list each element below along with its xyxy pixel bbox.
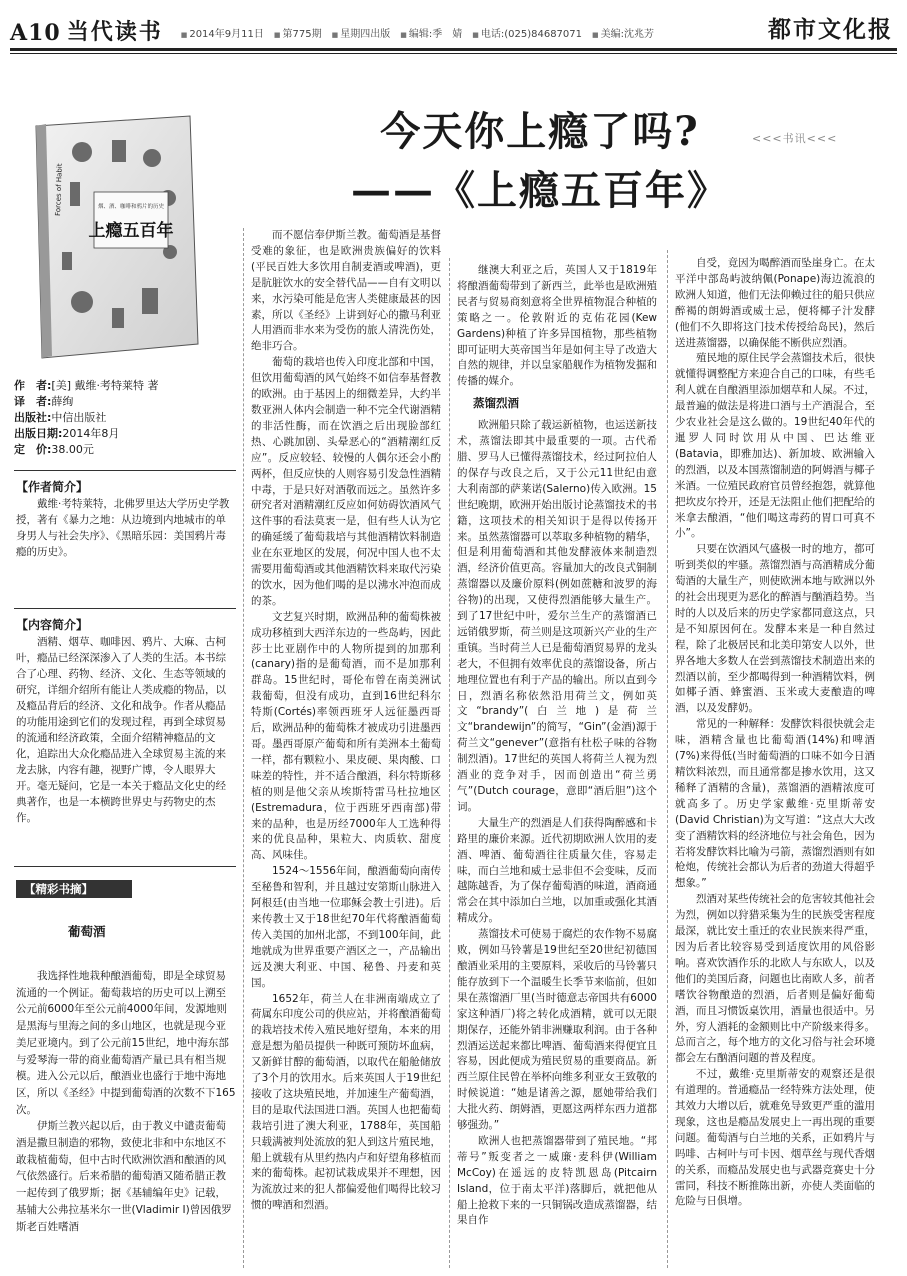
- body-column-1: [251, 228, 441, 1214]
- excerpt-text: [16, 968, 236, 1235]
- column-tag: <<<书讯<<<: [752, 132, 838, 145]
- paragraph: 蒸馏技术可使易于腐烂的农作物不易腐败，例如马铃薯是19世纪至20世纪初德国酿酒业采用的主要原料，采收后的马铃薯只能存放到下一个温暖生长季节来临前，但如果在蒸馏酒厂里(当时德意志帝国共有6000家这种酒厂)将之转化成酒精，就可以无限期保存，还能外销非洲赚取利润。由于各种烈酒运送起来都比啤酒、葡萄酒来得便宜且容易，因此便成为殖民贸易的重要商品。新西兰原住民曾在举杯向维多利亚女王致敬的时候说道：“她是诸善之源，愿她带给我们大批火药、朗姆酒，更愿这两样东西力道都够强劲。”: [457, 928, 657, 1132]
- issue-weekday: ■ 星期四出版: [332, 25, 391, 40]
- paragraph: 殖民地的原住民学会蒸馏技术后，很快就懂得调整配方来迎合自己的口味，有些毛利人就在自酿酒里添加烟草和人屎。不过，最普遍的做法是将进口酒与土产酒混合，至少农业社会是这么做的。19世纪40年代的暹罗人同时饮用从中国、巴达维亚(Batavia，即雅加达)、新加坡、欧洲输入的烈酒，以及本国蒸馏制造的阿姆酒与椰子米酒。一位殖民政府官员曾经抱怨，就算他把坎皮尔拎开，还是无法阻止他们把配给的米拿去酿酒，“他们喝这毒药的胃口可真不小”。: [675, 352, 875, 540]
- phone-number: ■ 电话:(025)84687071: [472, 25, 582, 40]
- paragraph: 1652年，荷兰人在非洲南端成立了荷属东印度公司的供应站，并将酿酒葡萄的栽培技术传入殖民地好望角，本来的用意是想为船员提供一种既可预防坏血病，又新鲜甘醇的葡萄酒，以取代在船舱储放了3个月的饮用水。后来英国人于19世纪接收了这块殖民地，并加速生产葡萄酒，目的是取代法国进口酒。英国人也把葡萄栽培引进了澳大利亚，1788年，英国船只载满被判处流放的犯人到这片殖民地，船上就载有从里约热内卢和好望角移植而来的葡萄株。起初试栽成果并不理想，因为流放过来的犯人都偏爱他们喝得比较习惯的啤酒和烈酒。: [251, 992, 441, 1212]
- excerpt-label: 【精彩书摘】: [16, 880, 132, 898]
- paragraph: 欧洲船只除了载运新植物，也运送新技术，蒸馏法即其中最重要的一项。古代希腊、罗马人已懂得蒸馏技术，经过阿拉伯人的保存与改良之后，又于公元11世纪由意大利南部的萨莱诺(Salerno)传入欧洲。15世纪晚期，欧洲开始出版讨论蒸馏技术的书籍，这项技术的相关知识于是得以传扬开来。虽然蒸馏器可以萃取多种植物的精华，但是利用葡萄酒和其他发酵液体来制造烈酒，经济价值更高。容量加大的改良式铜制蒸馏器以及廉价原料(例如蔗糖和波罗的海谷物)的出现，又使得烈酒能够大量生产。到了17世纪中叶，爱尔兰生产的蒸馏酒已远销俄罗斯，荷兰则是这项新兴产业的生产重镇。当时荷兰人已是葡萄酒贸易界的龙头老大，不但拥有效率优良的蒸馏设备，所占地理位置也有利于产品的输出。所以直到今日，烈酒名称依然沿用荷兰文，例如英文“brandy”(白兰地)是荷兰文“brandewijn”的简写，“Gin”(金酒)源于荷兰文“genever”(意指有杜松子味的谷物制烈酒)。17世纪的英国人将荷兰人视为烈酒业的竞争对手，因而创造出“荷兰勇气”(Dutch courage，意即“酒后胆”)这个词。: [457, 419, 657, 813]
- header-rule-thin: [10, 53, 897, 54]
- content-intro-text: 酒精、烟草、咖啡因、鸦片、大麻、古柯叶，瘾品已经深深渗入了人类的生活。本书综合了心理、药物、经济、文化、生态等领域的研究，详细介绍所有能让人类成瘾的物品，以及瘾品背后的经济、文化和战争。作者从瘾品的功能用途到它们的发现过程，再到全球贸易的流通和经济政策，全面介绍精神瘾品的文化，追踪出大众化瘾品进入全球贸易主流的来龙去脉，内容有趣，视野广博，令人眼界大开。毫无疑问，它是一本关于瘾品文化史的经典著作，也是一本横跨世界史与药物史的杰作。: [16, 636, 226, 824]
- column-divider: [243, 228, 244, 1268]
- info-author: 作 者:[美] 戴维·考特莱特 著: [14, 379, 159, 392]
- paragraph: 自受，竟因为喝醉酒而坠崖身亡。在太平洋中部岛屿波纳佩(Ponape)海边流浪的欧洲人知道，他们无法仰赖过往的船只供应醉褐的朗姆酒或威士忌，便将椰子汁发酵(他们不久即将这门技术传授给岛民)，然后送进蒸馏器，以确保能不断供应烈酒。: [675, 257, 875, 349]
- headline-line-2: ——《上瘾五百年》: [351, 167, 729, 214]
- issue-meta: [181, 25, 654, 40]
- paragraph: 葡萄的栽培也传入印度北部和中国，但饮用葡萄酒的风气始终不如信奉基督教的欧洲。由于基因上的细微差异，大约半数亚洲人体内会制造一种不完全代谢酒精的非活性酶，而在饮酒之后出现脸部红热、心跳加剧、头晕恶心的“酒精潮红反应”。反应较轻、较慢的人偶尔还会小酌两杯，但反应快的人则容易引发急性酒精中毒，于是只好对酒敬而远之。虽然许多研究者对酒精潮红反应如何妨碍饮酒风气这件事的看法莫衷一是，但有些人认为它的确延缓了葡萄栽培与其他酒精饮料制造业在东亚地区的发展，何况中国人也不太需要用葡萄酒或其他酒精饮料来取代污染的饮水，因为他们喝的是以沸水冲泡而成的茶。: [251, 356, 441, 607]
- book-info: [14, 378, 236, 458]
- paragraph: 常见的一种解释：发酵饮料很快就会走味，酒精含量也比葡萄酒(14%)和啤酒(7%)来得低(当时葡萄酒的口味不如今日酒精饮料浓烈，而且通常都是掺水饮用，这又稀释了酒精的含量)，蒸馏酒的酒精浓度可就高多了。历史学家戴维·克里斯蒂安(David Christian)为文写道：“这点大大改变了酒精饮料的经济地位与社会角色，因为若将发酵饮料比喻为弓箭，蒸馏烈酒则有如枪炮，传统社会都认为后者的劲道大得超乎想象。”: [675, 718, 875, 890]
- excerpt-subhead: 葡萄酒: [68, 924, 106, 939]
- book-cover-image: [22, 112, 202, 362]
- paragraph: 1524～1556年间，酿酒葡萄向南传至秘鲁和智利，并且越过安第斯山脉进入阿根廷(由当地一位耶稣会教士引进)。后来传教士又于18世纪70年代将酿酒葡萄传入美国的加州北部，不到100年间，此地就成为世界重要产酒区之一，产品输出远及澳大利亚、中国、秘鲁、丹麦和英国。: [251, 865, 441, 989]
- info-translator: 译 者:薛绚: [14, 395, 74, 408]
- cover-series: Forces of Habit: [54, 163, 64, 217]
- paragraph: 欧洲人也把蒸馏器带到了殖民地。“邦蒂号”叛变者之一威廉·麦科伊(William McCoy)在遥远的皮特凯恩岛(Pitcairn Island，位于南太平洋)落脚后，就把他从船上抢救下来的一只铜锅改造成蒸馏器，结果自作: [457, 1134, 657, 1227]
- author-intro-text: 戴维·考特莱特，北佛罗里达大学历史学教授，著有《暴力之地：从边境到内地城市的单身男人与社会失序》、《黑暗乐园：美国鸦片毒瘾的历史》。: [16, 498, 230, 558]
- header-rule: [10, 48, 897, 51]
- editor-credit: ■ 编辑:季 婧: [400, 25, 462, 40]
- paragraph: 伊斯兰教兴起以后，由于教义中谴责葡萄酒是撒旦制造的邪物，致使北非和中东地区不敢栽植葡萄，但中古时代欧洲饮酒和酿酒的风气依然盛行。后来希腊的葡萄酒又随希腊正教一起传到了俄罗斯；据《基辅编年史》记载，基辅大公弗拉基米尔一世(Vladimir I)曾因俄罗斯老百姓嗜酒: [16, 1120, 232, 1233]
- paragraph: 只要在饮酒风气盛极一时的地方，都可听到类似的牢骚。蒸馏烈酒与高酒精成分葡萄酒的大量生产，则使欧洲本地与欧洲以外的社会出现更为恶化的醉酒与酗酒趋势。当时的人以及后来的历史学家都同意这点，只是不知原因何在。发酵本来是一种自然过程，除了北极居民和北美印第安人以外，世界各地大多数人在尝到蒸馏技术制造出来的烈酒以前，至少都喝得到一种酒精饮料，例如椰子酒、蜂蜜酒、玉米或大麦酿造的啤酒，以及发酵奶。: [675, 543, 875, 715]
- author-intro-heading: 【作者简介】: [16, 480, 89, 494]
- cover-title: 上瘾五百年: [88, 221, 174, 241]
- paragraph: 不过，戴维·克里斯蒂安的观察还是很有道理的。普通瘾品一经特殊方法处理，使其效力大增以后，就难免导致更严重的滥用现象，这也是瘾品发展史上一再出现的重要问题。葡萄酒与白兰地的关系，正如鸦片与吗啡、古柯叶与可卡因、烟草丝与现代香烟的关系，而瘾品发展史也与武器竞赛史十分雷同，科技不断推陈出新，亦使人类面临的危险与日俱增。: [675, 1068, 875, 1208]
- info-pubdate: 出版日期:2014年8月: [14, 427, 120, 440]
- cover-subtitle: 烟、酒、咖啡和鸦片的历史: [97, 204, 165, 210]
- masthead: [10, 8, 897, 46]
- divider: [14, 608, 236, 609]
- paragraph: 大量生产的烈酒是人们获得陶醉感和卡路里的廉价来源。近代初期欧洲人饮用的麦酒、啤酒、葡萄酒往往质量欠佳，容易走味，而白兰地和威士忌非但不会变味，反而越陈越香，为了保存葡萄酒的味道，酒商通常会在其中添加白兰地，以加重或强化其酒精成分。: [457, 816, 657, 925]
- content-intro-heading: 【内容简介】: [16, 618, 89, 632]
- paragraph: 烈酒对某些传统社会的危害较其他社会为烈，例如以狩猎采集为生的民族受害程度最深，就比安土重迁的农业民族来得严重，因为后者比较容易受到适度饮用的风俗影响。喜欢饮酒作乐的北欧人与东欧人，以及他们的美国后裔，问题也比南欧人多，前者嗜饮谷物酿造的烈酒，后者则是偏好葡萄酒，而且习惯饭桌饮用，酒量也很适中。另外，穷人酒耗的金额则比中产阶级来得多。总而言之，每个地方的文化习俗与社会环境都会左右酗酒问题的普及程度。: [675, 893, 875, 1065]
- headline-line-1: 今天你上瘾了吗?: [380, 108, 700, 155]
- page-code: A10: [10, 20, 61, 46]
- column-divider: [449, 258, 450, 1268]
- section-name: 当代读书: [66, 19, 163, 45]
- paragraph: 而不愿信奉伊斯兰教。葡萄酒是基督受难的象征，也是欧洲贵族偏好的饮料(平民百姓大多饮用自制麦酒或啤酒)，更是肮脏饮水的安全替代品——自有文明以来，水污染可能是危害人类健康最甚的因素，所以《圣经》上讲到好心的撒马利亚人用酒而非水来为受伤的旅人清洗伤处，绝非巧合。: [251, 229, 441, 353]
- info-price: 定 价:38.00元: [14, 443, 94, 456]
- divider: [14, 866, 236, 867]
- paragraph: 继澳大利亚之后，英国人又于1819年将酿酒葡萄带到了新西兰，此举也是欧洲殖民者与贸易商刻意将全世界植物混合种植的策略之一。伦敦附近的克佑花园(Kew Gardens)种植了许多异国植物，那些植物即可证明大英帝国当年是如何主导了改造大自然的规律，并以皇家船舰作为植物发掘和传播的媒介。: [457, 264, 657, 388]
- headline: [330, 100, 750, 216]
- issue-date: ■ 2014年9月11日: [181, 25, 264, 40]
- issue-number: ■ 第775期: [274, 25, 322, 40]
- paragraph: 我选择性地栽种酿酒葡萄，即是全球贸易流通的一个例证。葡萄栽培的历史可以上溯至公元前6000年至公元前4000年间，发源地则是黑海与里海之间的多山地区，也就是现今亚美尼亚境内。到了公元前15世纪，地中海东部与爱琴海一带的商业葡萄酒产量已具有相当规模。进入公元以后，酿酒业也盛行于地中海地区，所以《圣经》中提到葡萄酒的次数不下165次。: [16, 970, 236, 1116]
- body-column-2: [457, 263, 657, 1229]
- section-subheading: 蒸馏烈酒: [473, 396, 519, 411]
- newspaper-logo: 都市文化报: [768, 16, 893, 43]
- divider: [14, 470, 236, 471]
- info-publisher: 出版社:中信出版社: [14, 411, 107, 424]
- paragraph: 文艺复兴时期，欧洲品种的葡萄株被成功移植到大西洋东边的一些岛屿，因此莎士比亚剧作中的人物所提到的加那利(canary)指的是葡萄酒，而不是加那利群岛。15世纪时，哥伦布曾在南美洲试栽葡萄，但没有成功，直到16世纪科尔特斯(Cortés)率领西班牙人远征墨西哥后，欧洲品种的葡萄株才被成功引进墨西哥。墨西哥原产葡萄和所有美洲本土葡萄一样，都有颗粒小、果皮硬、果肉酸、口味差的特性，并不适合酿酒，科尔特斯移植的则是他父亲从埃斯特雷马杜拉地区(Estremadura，位于西班牙西南部)带来的品种，也是历经7000年人工选种得来的优良品种，果粒大、肉质软、甜度高、风味佳。: [251, 610, 441, 862]
- body-column-3: [675, 256, 875, 1210]
- column-divider: [667, 250, 668, 1268]
- designer-credit: ■ 美编:沈兆芳: [592, 25, 654, 40]
